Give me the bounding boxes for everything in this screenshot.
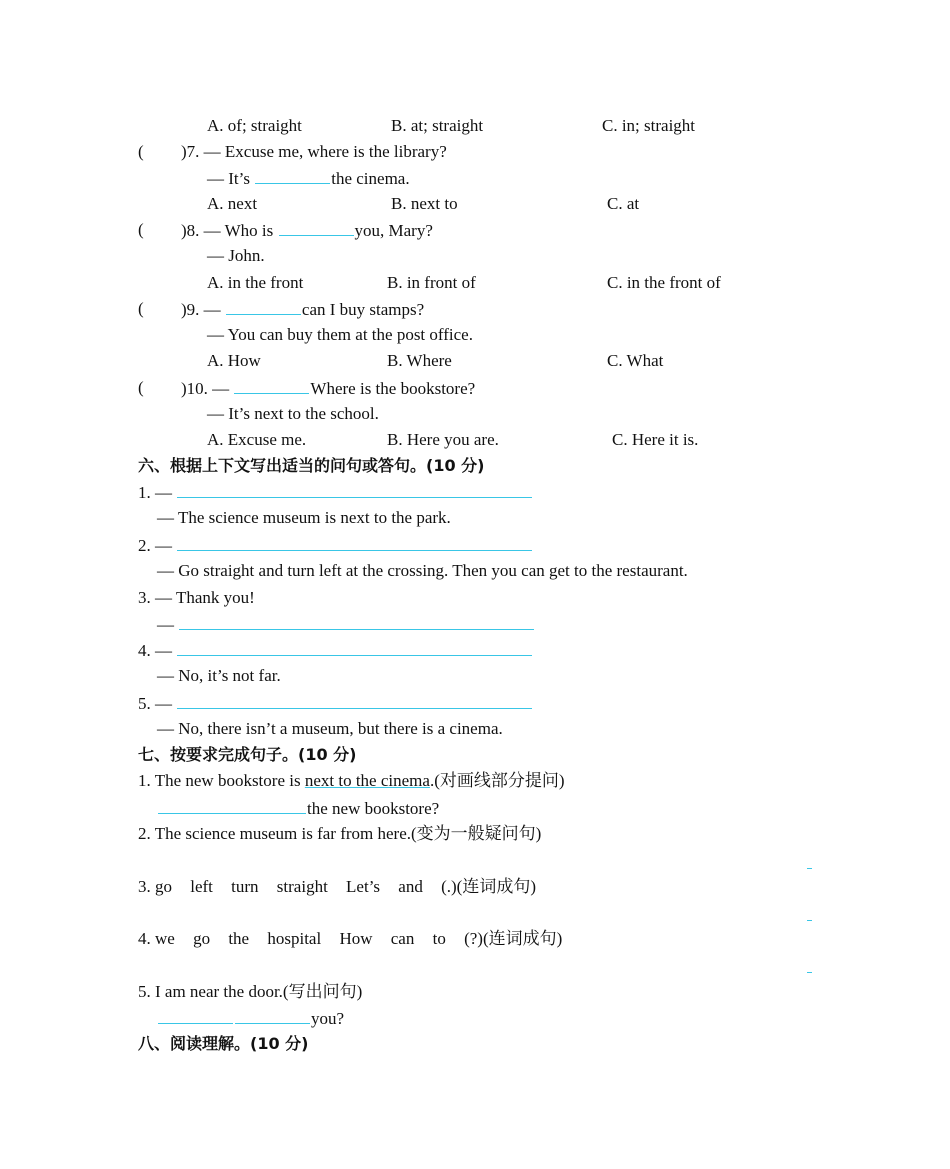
q10-option-c: C. Here it is.	[612, 430, 699, 449]
answer-blank[interactable]	[158, 1007, 233, 1024]
answer-blank[interactable]	[235, 1007, 310, 1024]
q6-option-c: C. in; straight	[602, 116, 696, 135]
q10-paren: (	[138, 378, 144, 397]
q10-question: )10. — Where is the bookstore?	[181, 379, 476, 398]
sec6-item-2-answer: — Go straight and turn left at the crossing. Then you can get to the restaurant.	[157, 561, 688, 580]
q6-option-a: A. of; straight	[207, 116, 302, 135]
sec6-item-3-answer: —	[157, 613, 535, 636]
answer-blank[interactable]	[226, 298, 301, 315]
q7-option-b: B. next to	[391, 194, 458, 213]
q8-option-b: B. in front of	[387, 273, 476, 292]
q9-option-a: A. How	[207, 351, 261, 370]
sec6-item-1: 1. —	[138, 481, 533, 504]
sec6-item-5: 5. —	[138, 692, 533, 715]
sec7-item-5-answer: you?	[157, 1007, 344, 1030]
q7-question: )7. — Excuse me, where is the library?	[181, 142, 447, 161]
q9-answer: — You can buy them at the post office.	[207, 325, 473, 344]
sec6-item-1-answer: — The science museum is next to the park.	[157, 508, 451, 527]
q8-answer: — John.	[207, 246, 265, 265]
q8-option-a: A. in the front	[207, 273, 304, 292]
margin-mark	[807, 920, 812, 921]
sec7-item-1: 1. The new bookstore is next to the cinema.(对画线部分提问)	[138, 771, 565, 790]
q7-answer: — It’s the cinema.	[207, 169, 410, 188]
q8-option-c: C. in the front of	[607, 273, 721, 292]
answer-blank[interactable]	[177, 481, 532, 498]
answer-blank[interactable]	[255, 167, 330, 184]
q8-question: )8. — Who is you, Mary?	[181, 221, 433, 240]
section-8-title: 八、阅读理解。(10 分)	[138, 1034, 309, 1053]
sec6-item-4: 4. —	[138, 639, 533, 662]
answer-blank[interactable]	[177, 692, 532, 709]
answer-blank[interactable]	[158, 797, 306, 814]
sec7-item-3: 3. go left turn straight Let’s and (.)(连词成句)	[138, 877, 536, 896]
answer-blank[interactable]	[177, 534, 532, 551]
section-7-title: 七、按要求完成句子。(10 分)	[138, 745, 357, 764]
answer-blank[interactable]	[179, 613, 534, 630]
sec7-item-1-answer: the new bookstore?	[157, 797, 439, 820]
margin-mark	[807, 972, 812, 973]
sec6-item-2: 2. —	[138, 534, 533, 557]
answer-blank[interactable]	[279, 219, 354, 236]
sec6-item-3: 3. — Thank you!	[138, 588, 255, 607]
section-6-title: 六、根据上下文写出适当的问句或答句。(10 分)	[138, 456, 485, 475]
q9-option-b: B. Where	[387, 351, 452, 370]
answer-blank[interactable]	[234, 377, 309, 394]
underlined-phrase: next to the cinema	[304, 771, 430, 790]
q9-option-c: C. What	[607, 351, 664, 370]
q8-paren: (	[138, 220, 144, 239]
sec6-item-5-answer: — No, there isn’t a museum, but there is a cinema.	[157, 719, 503, 738]
q7-paren: (	[138, 142, 144, 161]
q9-paren: (	[138, 299, 144, 318]
q9-question: )9. — can I buy stamps?	[181, 300, 425, 319]
q6-option-b: B. at; straight	[391, 116, 484, 135]
q10-answer: — It’s next to the school.	[207, 404, 379, 423]
sec7-item-2: 2. The science museum is far from here.(变为一般疑问句)	[138, 824, 542, 843]
q7-option-c: C. at	[607, 194, 640, 213]
answer-blank[interactable]	[177, 639, 532, 656]
q7-option-a: A. next	[207, 194, 258, 213]
sec6-item-4-answer: — No, it’s not far.	[157, 666, 281, 685]
q10-option-b: B. Here you are.	[387, 430, 499, 449]
margin-mark	[807, 868, 812, 869]
q10-option-a: A. Excuse me.	[207, 430, 307, 449]
sec7-item-5: 5. I am near the door.(写出问句)	[138, 982, 363, 1001]
sec7-item-4: 4. we go the hospital How can to (?)(连词成句)	[138, 929, 563, 948]
